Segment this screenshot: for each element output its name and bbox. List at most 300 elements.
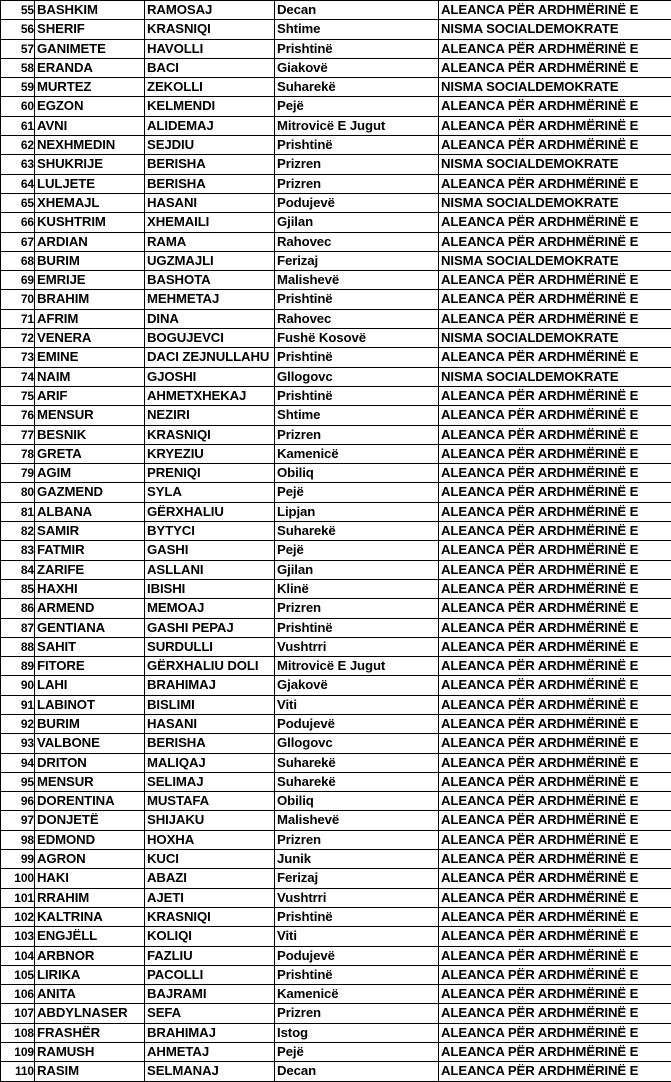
row-number: 59 (1, 78, 35, 97)
row-number: 99 (1, 850, 35, 869)
party-cell: ALEANCA PËR ARDHMËRINË E (439, 657, 671, 676)
municipality-cell: Suharekë (275, 78, 439, 97)
row-number: 75 (1, 386, 35, 405)
municipality-cell: Podujevë (275, 714, 439, 733)
row-number: 58 (1, 58, 35, 77)
last-name-cell: PACOLLI (145, 965, 275, 984)
table-row (1, 136, 671, 155)
municipality-cell: Malishevë (275, 811, 439, 830)
municipality-cell: Prishtinë (275, 386, 439, 405)
table-row (1, 97, 671, 116)
party-cell: ALEANCA PËR ARDHMËRINË E (439, 965, 671, 984)
first-name-cell: AGRON (35, 850, 145, 869)
table-row (1, 271, 671, 290)
municipality-cell: Klinë (275, 579, 439, 598)
party-cell: ALEANCA PËR ARDHMËRINË E (439, 213, 671, 232)
table-row (1, 522, 671, 541)
party-cell: ALEANCA PËR ARDHMËRINË E (439, 97, 671, 116)
party-cell: ALEANCA PËR ARDHMËRINË E (439, 714, 671, 733)
last-name-cell: GASHI (145, 541, 275, 560)
first-name-cell: AFRIM (35, 309, 145, 328)
municipality-cell: Istog (275, 1023, 439, 1042)
first-name-cell: ERANDA (35, 58, 145, 77)
first-name-cell: FATMIR (35, 541, 145, 560)
party-cell: NISMA SOCIALDEMOKRATE (439, 329, 671, 348)
row-number: 96 (1, 792, 35, 811)
municipality-cell: Obiliq (275, 792, 439, 811)
first-name-cell: BURIM (35, 251, 145, 270)
first-name-cell: ARBNOR (35, 946, 145, 965)
party-cell: NISMA SOCIALDEMOKRATE (439, 78, 671, 97)
table-row (1, 193, 671, 212)
municipality-cell: Kamenicë (275, 985, 439, 1004)
party-cell: ALEANCA PËR ARDHMËRINË E (439, 58, 671, 77)
first-name-cell: ARMEND (35, 599, 145, 618)
row-number: 66 (1, 213, 35, 232)
row-number: 98 (1, 830, 35, 849)
municipality-cell: Obiliq (275, 464, 439, 483)
table-row (1, 1, 671, 20)
party-cell: ALEANCA PËR ARDHMËRINË E (439, 1023, 671, 1042)
last-name-cell: UGZMAJLI (145, 251, 275, 270)
row-number: 97 (1, 811, 35, 830)
first-name-cell: RAMUSH (35, 1043, 145, 1062)
party-cell: ALEANCA PËR ARDHMËRINË E (439, 406, 671, 425)
last-name-cell: BASHOTA (145, 271, 275, 290)
last-name-cell: HASANI (145, 193, 275, 212)
row-number: 90 (1, 676, 35, 695)
row-number: 57 (1, 39, 35, 58)
table-row (1, 1043, 671, 1062)
last-name-cell: HOXHA (145, 830, 275, 849)
party-cell: ALEANCA PËR ARDHMËRINË E (439, 1043, 671, 1062)
row-number: 86 (1, 599, 35, 618)
row-number: 72 (1, 329, 35, 348)
party-cell: NISMA SOCIALDEMOKRATE (439, 251, 671, 270)
last-name-cell: DACI ZEJNULLAHU (145, 348, 275, 367)
row-number: 88 (1, 637, 35, 656)
row-number: 71 (1, 309, 35, 328)
municipality-cell: Prizren (275, 599, 439, 618)
table-row (1, 734, 671, 753)
party-cell: ALEANCA PËR ARDHMËRINË E (439, 618, 671, 637)
party-cell: ALEANCA PËR ARDHMËRINË E (439, 850, 671, 869)
row-number: 78 (1, 444, 35, 463)
first-name-cell: FITORE (35, 657, 145, 676)
first-name-cell: EMRIJE (35, 271, 145, 290)
last-name-cell: KRASNIQI (145, 20, 275, 39)
party-cell: ALEANCA PËR ARDHMËRINË E (439, 348, 671, 367)
row-number: 82 (1, 522, 35, 541)
municipality-cell: Pejë (275, 541, 439, 560)
party-cell: ALEANCA PËR ARDHMËRINË E (439, 116, 671, 135)
municipality-cell: Gjakovë (275, 676, 439, 695)
party-cell: ALEANCA PËR ARDHMËRINË E (439, 811, 671, 830)
row-number: 73 (1, 348, 35, 367)
last-name-cell: RAMA (145, 232, 275, 251)
municipality-cell: Gjilan (275, 560, 439, 579)
row-number: 62 (1, 136, 35, 155)
last-name-cell: MALIQAJ (145, 753, 275, 772)
municipality-cell: Pejë (275, 1043, 439, 1062)
table-row (1, 907, 671, 926)
municipality-cell: Prizren (275, 425, 439, 444)
last-name-cell: BERISHA (145, 174, 275, 193)
municipality-cell: Gjilan (275, 213, 439, 232)
row-number: 91 (1, 695, 35, 714)
last-name-cell: ZEKOLLI (145, 78, 275, 97)
first-name-cell: XHEMAJL (35, 193, 145, 212)
row-number: 105 (1, 965, 35, 984)
municipality-cell: Prishtinë (275, 348, 439, 367)
first-name-cell: GRETA (35, 444, 145, 463)
row-number: 79 (1, 464, 35, 483)
party-cell: ALEANCA PËR ARDHMËRINË E (439, 1062, 671, 1081)
row-number: 103 (1, 927, 35, 946)
municipality-cell: Kamenicë (275, 444, 439, 463)
last-name-cell: KOLIQI (145, 927, 275, 946)
last-name-cell: KRASNIQI (145, 425, 275, 444)
table-row (1, 618, 671, 637)
last-name-cell: RAMOSAJ (145, 1, 275, 20)
last-name-cell: PRENIQI (145, 464, 275, 483)
row-number: 70 (1, 290, 35, 309)
municipality-cell: Podujevë (275, 193, 439, 212)
row-number: 65 (1, 193, 35, 212)
row-number: 64 (1, 174, 35, 193)
party-cell: ALEANCA PËR ARDHMËRINË E (439, 290, 671, 309)
party-cell: ALEANCA PËR ARDHMËRINË E (439, 888, 671, 907)
municipality-cell: Mitrovicë E Jugut (275, 116, 439, 135)
municipality-cell: Suharekë (275, 753, 439, 772)
row-number: 94 (1, 753, 35, 772)
first-name-cell: MENSUR (35, 406, 145, 425)
municipality-cell: Shtime (275, 20, 439, 39)
party-cell: ALEANCA PËR ARDHMËRINË E (439, 464, 671, 483)
last-name-cell: SELIMAJ (145, 772, 275, 791)
municipality-cell: Prizren (275, 830, 439, 849)
row-number: 84 (1, 560, 35, 579)
last-name-cell: SELMANAJ (145, 1062, 275, 1081)
table-row (1, 213, 671, 232)
row-number: 76 (1, 406, 35, 425)
last-name-cell: ASLLANI (145, 560, 275, 579)
municipality-cell: Malishevë (275, 271, 439, 290)
last-name-cell: XHEMAILI (145, 213, 275, 232)
last-name-cell: MEMOAJ (145, 599, 275, 618)
table-row (1, 1062, 671, 1081)
last-name-cell: AHMETAJ (145, 1043, 275, 1062)
table-row (1, 367, 671, 386)
first-name-cell: LABINOT (35, 695, 145, 714)
party-cell: ALEANCA PËR ARDHMËRINË E (439, 946, 671, 965)
row-number: 108 (1, 1023, 35, 1042)
party-cell: ALEANCA PËR ARDHMËRINË E (439, 695, 671, 714)
last-name-cell: BAJRAMI (145, 985, 275, 1004)
first-name-cell: BURIM (35, 714, 145, 733)
first-name-cell: LULJETE (35, 174, 145, 193)
table-row (1, 232, 671, 251)
last-name-cell: KELMENDI (145, 97, 275, 116)
roster-body (1, 1, 671, 1082)
row-number: 93 (1, 734, 35, 753)
municipality-cell: Prishtinë (275, 618, 439, 637)
table-row (1, 1023, 671, 1042)
municipality-cell: Giakovë (275, 58, 439, 77)
last-name-cell: ALIDEMAJ (145, 116, 275, 135)
last-name-cell: BRAHIMAJ (145, 676, 275, 695)
municipality-cell: Prishtinë (275, 290, 439, 309)
first-name-cell: FRASHËR (35, 1023, 145, 1042)
table-row (1, 560, 671, 579)
table-row (1, 637, 671, 656)
last-name-cell: KUCI (145, 850, 275, 869)
table-row (1, 579, 671, 598)
municipality-cell: Lipjan (275, 502, 439, 521)
party-cell: ALEANCA PËR ARDHMËRINË E (439, 136, 671, 155)
party-cell: ALEANCA PËR ARDHMËRINË E (439, 502, 671, 521)
first-name-cell: DORENTINA (35, 792, 145, 811)
first-name-cell: SAHIT (35, 637, 145, 656)
party-cell: ALEANCA PËR ARDHMËRINË E (439, 522, 671, 541)
municipality-cell: Decan (275, 1, 439, 20)
last-name-cell: SEFA (145, 1004, 275, 1023)
party-cell: ALEANCA PËR ARDHMËRINË E (439, 541, 671, 560)
party-cell: ALEANCA PËR ARDHMËRINË E (439, 772, 671, 791)
party-cell: ALEANCA PËR ARDHMËRINË E (439, 39, 671, 58)
party-cell: ALEANCA PËR ARDHMËRINË E (439, 869, 671, 888)
party-cell: ALEANCA PËR ARDHMËRINË E (439, 560, 671, 579)
last-name-cell: BRAHIMAJ (145, 1023, 275, 1042)
municipality-cell: Decan (275, 1062, 439, 1081)
first-name-cell: KUSHTRIM (35, 213, 145, 232)
first-name-cell: LAHI (35, 676, 145, 695)
last-name-cell: HASANI (145, 714, 275, 733)
municipality-cell: Prishtinë (275, 39, 439, 58)
municipality-cell: Gllogovc (275, 367, 439, 386)
row-number: 87 (1, 618, 35, 637)
last-name-cell: KRYEZIU (145, 444, 275, 463)
last-name-cell: DINA (145, 309, 275, 328)
municipality-cell: Shtime (275, 406, 439, 425)
first-name-cell: GAZMEND (35, 483, 145, 502)
table-row (1, 425, 671, 444)
municipality-cell: Prizren (275, 174, 439, 193)
first-name-cell: SHUKRIJE (35, 155, 145, 174)
row-number: 60 (1, 97, 35, 116)
municipality-cell: Gllogovc (275, 734, 439, 753)
party-cell: ALEANCA PËR ARDHMËRINË E (439, 792, 671, 811)
table-row (1, 251, 671, 270)
row-number: 107 (1, 1004, 35, 1023)
table-row (1, 965, 671, 984)
party-cell: ALEANCA PËR ARDHMËRINË E (439, 637, 671, 656)
first-name-cell: ARDIAN (35, 232, 145, 251)
table-row (1, 58, 671, 77)
municipality-cell: Prishtinë (275, 965, 439, 984)
table-row (1, 116, 671, 135)
first-name-cell: VALBONE (35, 734, 145, 753)
table-row (1, 78, 671, 97)
first-name-cell: BASHKIM (35, 1, 145, 20)
table-row (1, 599, 671, 618)
last-name-cell: FAZLIU (145, 946, 275, 965)
first-name-cell: MURTEZ (35, 78, 145, 97)
table-row (1, 1004, 671, 1023)
first-name-cell: MENSUR (35, 772, 145, 791)
first-name-cell: ZARIFE (35, 560, 145, 579)
table-row (1, 386, 671, 405)
table-row (1, 502, 671, 521)
municipality-cell: Vushtrri (275, 637, 439, 656)
table-row (1, 444, 671, 463)
table-row (1, 155, 671, 174)
row-number: 77 (1, 425, 35, 444)
party-cell: ALEANCA PËR ARDHMËRINË E (439, 907, 671, 926)
first-name-cell: RRAHIM (35, 888, 145, 907)
municipality-cell: Prishtinë (275, 136, 439, 155)
first-name-cell: EMINE (35, 348, 145, 367)
table-row (1, 348, 671, 367)
party-cell: NISMA SOCIALDEMOKRATE (439, 367, 671, 386)
first-name-cell: ENGJËLL (35, 927, 145, 946)
first-name-cell: BRAHIM (35, 290, 145, 309)
last-name-cell: SHIJAKU (145, 811, 275, 830)
table-row (1, 869, 671, 888)
first-name-cell: HAKI (35, 869, 145, 888)
municipality-cell: Viti (275, 695, 439, 714)
table-row (1, 329, 671, 348)
table-row (1, 309, 671, 328)
first-name-cell: ARIF (35, 386, 145, 405)
table-row (1, 888, 671, 907)
row-number: 95 (1, 772, 35, 791)
first-name-cell: SHERIF (35, 20, 145, 39)
party-cell: ALEANCA PËR ARDHMËRINË E (439, 483, 671, 502)
party-cell: ALEANCA PËR ARDHMËRINË E (439, 927, 671, 946)
row-number: 104 (1, 946, 35, 965)
first-name-cell: GENTIANA (35, 618, 145, 637)
last-name-cell: NEZIRI (145, 406, 275, 425)
row-number: 55 (1, 1, 35, 20)
row-number: 81 (1, 502, 35, 521)
party-cell: ALEANCA PËR ARDHMËRINË E (439, 232, 671, 251)
last-name-cell: BERISHA (145, 155, 275, 174)
table-row (1, 20, 671, 39)
municipality-cell: Junik (275, 850, 439, 869)
municipality-cell: Mitrovicë E Jugut (275, 657, 439, 676)
municipality-cell: Prizren (275, 155, 439, 174)
row-number: 100 (1, 869, 35, 888)
last-name-cell: BACI (145, 58, 275, 77)
row-number: 101 (1, 888, 35, 907)
first-name-cell: KALTRINA (35, 907, 145, 926)
party-cell: NISMA SOCIALDEMOKRATE (439, 193, 671, 212)
first-name-cell: EGZON (35, 97, 145, 116)
party-cell: ALEANCA PËR ARDHMËRINË E (439, 174, 671, 193)
last-name-cell: HAVOLLI (145, 39, 275, 58)
municipality-cell: Rahovec (275, 309, 439, 328)
first-name-cell: HAXHI (35, 579, 145, 598)
table-row (1, 850, 671, 869)
row-number: 110 (1, 1062, 35, 1081)
party-cell: ALEANCA PËR ARDHMËRINË E (439, 386, 671, 405)
first-name-cell: ALBANA (35, 502, 145, 521)
last-name-cell: SURDULLI (145, 637, 275, 656)
last-name-cell: SEJDIU (145, 136, 275, 155)
municipality-cell: Prishtinë (275, 907, 439, 926)
municipality-cell: Fushë Kosovë (275, 329, 439, 348)
last-name-cell: GËRXHALIU (145, 502, 275, 521)
last-name-cell: GËRXHALIU DOLI (145, 657, 275, 676)
row-number: 69 (1, 271, 35, 290)
row-number: 89 (1, 657, 35, 676)
table-row (1, 830, 671, 849)
first-name-cell: AGIM (35, 464, 145, 483)
table-row (1, 811, 671, 830)
municipality-cell: Prizren (275, 1004, 439, 1023)
first-name-cell: ANITA (35, 985, 145, 1004)
table-row (1, 927, 671, 946)
last-name-cell: IBISHI (145, 579, 275, 598)
row-number: 74 (1, 367, 35, 386)
first-name-cell: ABDYLNASER (35, 1004, 145, 1023)
first-name-cell: SAMIR (35, 522, 145, 541)
table-row (1, 39, 671, 58)
last-name-cell: MEHMETAJ (145, 290, 275, 309)
municipality-cell: Ferizaj (275, 869, 439, 888)
table-row (1, 946, 671, 965)
row-number: 67 (1, 232, 35, 251)
table-row (1, 985, 671, 1004)
last-name-cell: AJETI (145, 888, 275, 907)
table-row (1, 695, 671, 714)
party-cell: ALEANCA PËR ARDHMËRINË E (439, 1, 671, 20)
party-cell: ALEANCA PËR ARDHMËRINË E (439, 579, 671, 598)
row-number: 92 (1, 714, 35, 733)
party-cell: ALEANCA PËR ARDHMËRINË E (439, 444, 671, 463)
first-name-cell: NEXHMEDIN (35, 136, 145, 155)
municipality-cell: Viti (275, 927, 439, 946)
municipality-cell: Pejë (275, 483, 439, 502)
first-name-cell: LIRIKA (35, 965, 145, 984)
row-number: 68 (1, 251, 35, 270)
party-cell: ALEANCA PËR ARDHMËRINË E (439, 425, 671, 444)
municipality-cell: Pejë (275, 97, 439, 116)
last-name-cell: ABAZI (145, 869, 275, 888)
row-number: 102 (1, 907, 35, 926)
party-cell: ALEANCA PËR ARDHMËRINË E (439, 271, 671, 290)
last-name-cell: BERISHA (145, 734, 275, 753)
last-name-cell: GJOSHI (145, 367, 275, 386)
last-name-cell: AHMETXHEKAJ (145, 386, 275, 405)
table-row (1, 174, 671, 193)
first-name-cell: BESNIK (35, 425, 145, 444)
last-name-cell: KRASNIQI (145, 907, 275, 926)
table-row (1, 792, 671, 811)
party-cell: ALEANCA PËR ARDHMËRINË E (439, 676, 671, 695)
last-name-cell: MUSTAFA (145, 792, 275, 811)
last-name-cell: BOGUJEVCI (145, 329, 275, 348)
first-name-cell: RASIM (35, 1062, 145, 1081)
first-name-cell: GANIMETE (35, 39, 145, 58)
first-name-cell: VENERA (35, 329, 145, 348)
municipality-cell: Rahovec (275, 232, 439, 251)
row-number: 109 (1, 1043, 35, 1062)
last-name-cell: SYLA (145, 483, 275, 502)
row-number: 56 (1, 20, 35, 39)
table-row (1, 483, 671, 502)
